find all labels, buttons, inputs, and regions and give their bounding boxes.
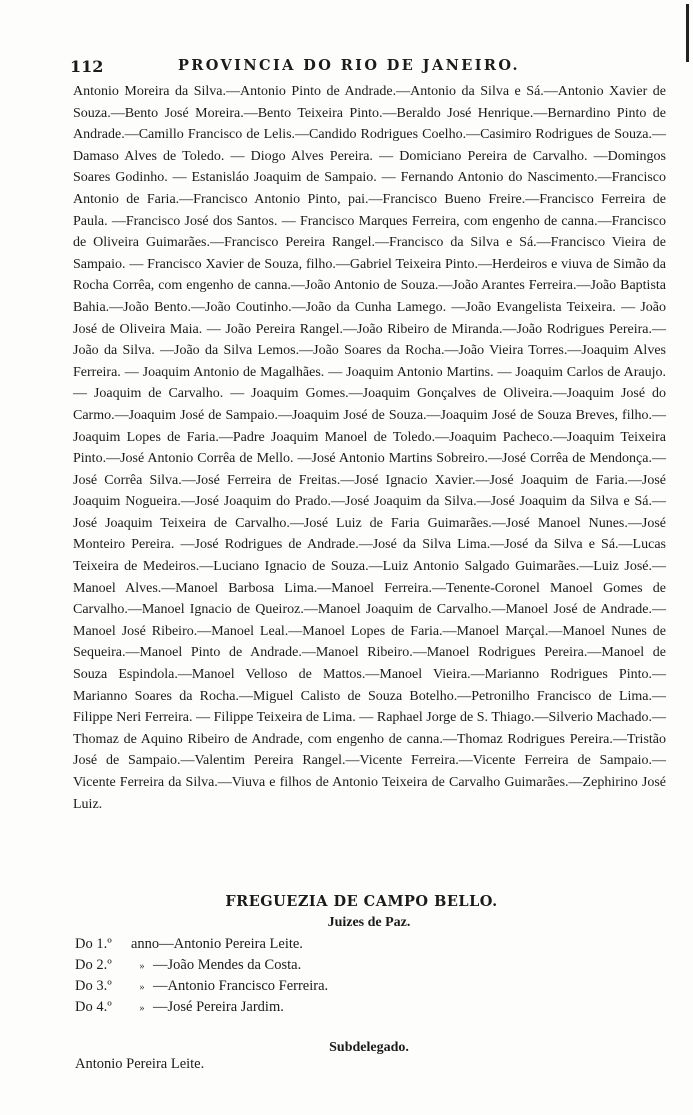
page-number: 112 — [70, 57, 104, 76]
running-title: PROVINCIA DO RIO DE JANEIRO. — [178, 57, 520, 74]
judge-row — [75, 976, 328, 997]
juizes-heading: Juizes de Paz. — [327, 915, 411, 930]
judge-term: Do 2.º — [75, 957, 112, 973]
judge-term: Do 3.º — [75, 978, 112, 994]
body-paragraph: Antonio Moreira da Silva.—Antonio Pinto de Andrade.—Antonio da Silva e Sá.—Antonio Xavier de Souza.—Bento José Moreira.—Bento Teixeira Pinto.—Beraldo José Henrique.—Bernardino Pinto de Andrade.—Camillo Francisco de Lelis.—Candido Rodrigues Coelho.—Casimiro Rodrigues de Souza.—Damaso Alves de Toledo. — Diogo Alves Pereira. — Domiciano Pereira de Carvalho. —Domingos Soares Godinho. — Estanisláo Joaquim de Sampaio. — Fernando Antonio do Nascimento.—Francisco Antonio de Faria.—Francisco Antonio Pinto, pai.—Francisco Bueno Freire.—Francisco Ferreira de Paula. —Francisco José dos Santos. — Francisco Marques Ferreira, com engenho de canna.—Francisco de Oliveira Guimarães.—Francisco Pereira Rangel.—Francisco da Silva e Sá.—Francisco Vieira de Sampaio. — Francisco Xavier de Souza, filho.—Gabriel Teixeira Pinto.—Herdeiros e viuva de Simão da Rocha Corrêa, com engenho de canna.—João Antonio de Souza.—João Arantes Ferreira.—João Baptista Bahia.—João Bento.—João Coutinho.—João da Cunha Lamego. —João Evangelista Teixeira. — João José de Oliveira Maia. — João Pereira Rangel.—João Ribeiro de Miranda.—João Rodrigues Pereira.—João da Silva. —João da Silva Lemos.—João Soares da Rocha.—João Vieira Torres.—Joaquim Alves Ferreira. — Joaquim Antonio de Magalhães. — Joaquim Antonio Martins. — Joaquim Carlos de Araujo. — Joaquim de Carvalho. — Joaquim Gomes.—Joaquim Gonçalves de Oliveira.—Joaquim José do Carmo.—Joaquim José de Sampaio.—Joaquim José de Souza.—Joaquim José de Souza Breves, filho.—Joaquim Lopes de Faria.—Padre Joaquim Manoel de Toledo.—Joaquim Pacheco.—Joaquim Teixeira Pinto.—José Antonio Corrêa de Mello. —José Antonio Martins Sobreiro.—José Corrêa de Mendonça.—José Corrêa Silva.—José Ferreira de Freitas.—José Ignacio Xavier.—José Joaquim de Faria.—José Joaquim Nogueira.—José Joaquim do Prado.—José Joaquim da Silva.—José Joaquim da Silva e Sá.—José Joaquim Teixeira de Carvalho.—José Luiz de Faria Guimarães.—José Manoel Nunes.—José Monteiro Pereira. —José Rodrigues de Andrade.—José da Silva Lima.—José da Silva e Sá.—Lucas Teixeira de Medeiros.—Luciano Ignacio de Souza.—Luiz Antonio Salgado Guimarães.—Luiz José.—Manoel Alves.—Manoel Barbosa Lima.—Manoel Ferreira.—Tenente-Coronel Manoel Gomes de Carvalho.—Manoel Ignacio de Queiroz.—Manoel Joaquim de Carvalho.—Manoel José de Andrade.—Manoel José Ribeiro.—Manoel Leal.—Manoel Lopes de Faria.—Manoel Marçal.—Manoel Nunes de Sequeira.—Manoel Pinto de Andrade.—Manoel Ribeiro.—Manoel Rodrigues Pereira.—Manoel de Souza Espindola.—Manoel Velloso de Mattos.—Manoel Vieira.—Marianno Rodrigues Pinto.—Marianno Soares da Rocha.—Miguel Calisto de Souza Botelho.—Petronilho Francisco de Lima.—Filippe Neri Ferreira. — Filippe Teixeira de Lima. — Raphael Jorge de S. Thiago.—Silverio Machado.—Thomaz de Aquino Ribeiro de Andrade, com engenho de canna.—Thomaz Rodrigues Pereira.—Tristão José de Sampaio.—Valentim Pereira Rangel.—Vicente Ferreira.—Vicente Ferreira de Sampaio.—Vicente Ferreira da Silva.—Viuva e filhos de Antonio Teixeira de Carvalho Guimarães.—Zephirino José Luiz. — [73, 84, 666, 812]
margin-mark — [686, 4, 689, 62]
page-header — [70, 57, 666, 79]
judge-row — [75, 934, 328, 955]
ditto-mark: » — [139, 961, 145, 972]
subdelegado-name: Antonio Pereira Leite. — [75, 1056, 205, 1072]
judge-row — [75, 955, 328, 976]
judge-name: —José Pereira Jardim. — [153, 999, 284, 1015]
subdelegado-heading: Subdelegado. — [329, 1040, 409, 1055]
ditto-mark: » — [139, 982, 145, 993]
judges-list — [75, 934, 328, 1018]
judge-term: Do 4.º — [75, 999, 112, 1015]
section-title: FREGUEZIA DE CAMPO BELLO. — [225, 893, 498, 910]
judge-name: —Antonio Francisco Ferreira. — [153, 978, 329, 994]
ditto-mark: » — [139, 1003, 145, 1014]
judge-row — [75, 997, 328, 1018]
judge-term: Do 1.º — [75, 936, 112, 952]
judge-name: —João Mendes da Costa. — [153, 957, 302, 973]
judge-name: anno—Antonio Pereira Leite. — [131, 936, 303, 952]
